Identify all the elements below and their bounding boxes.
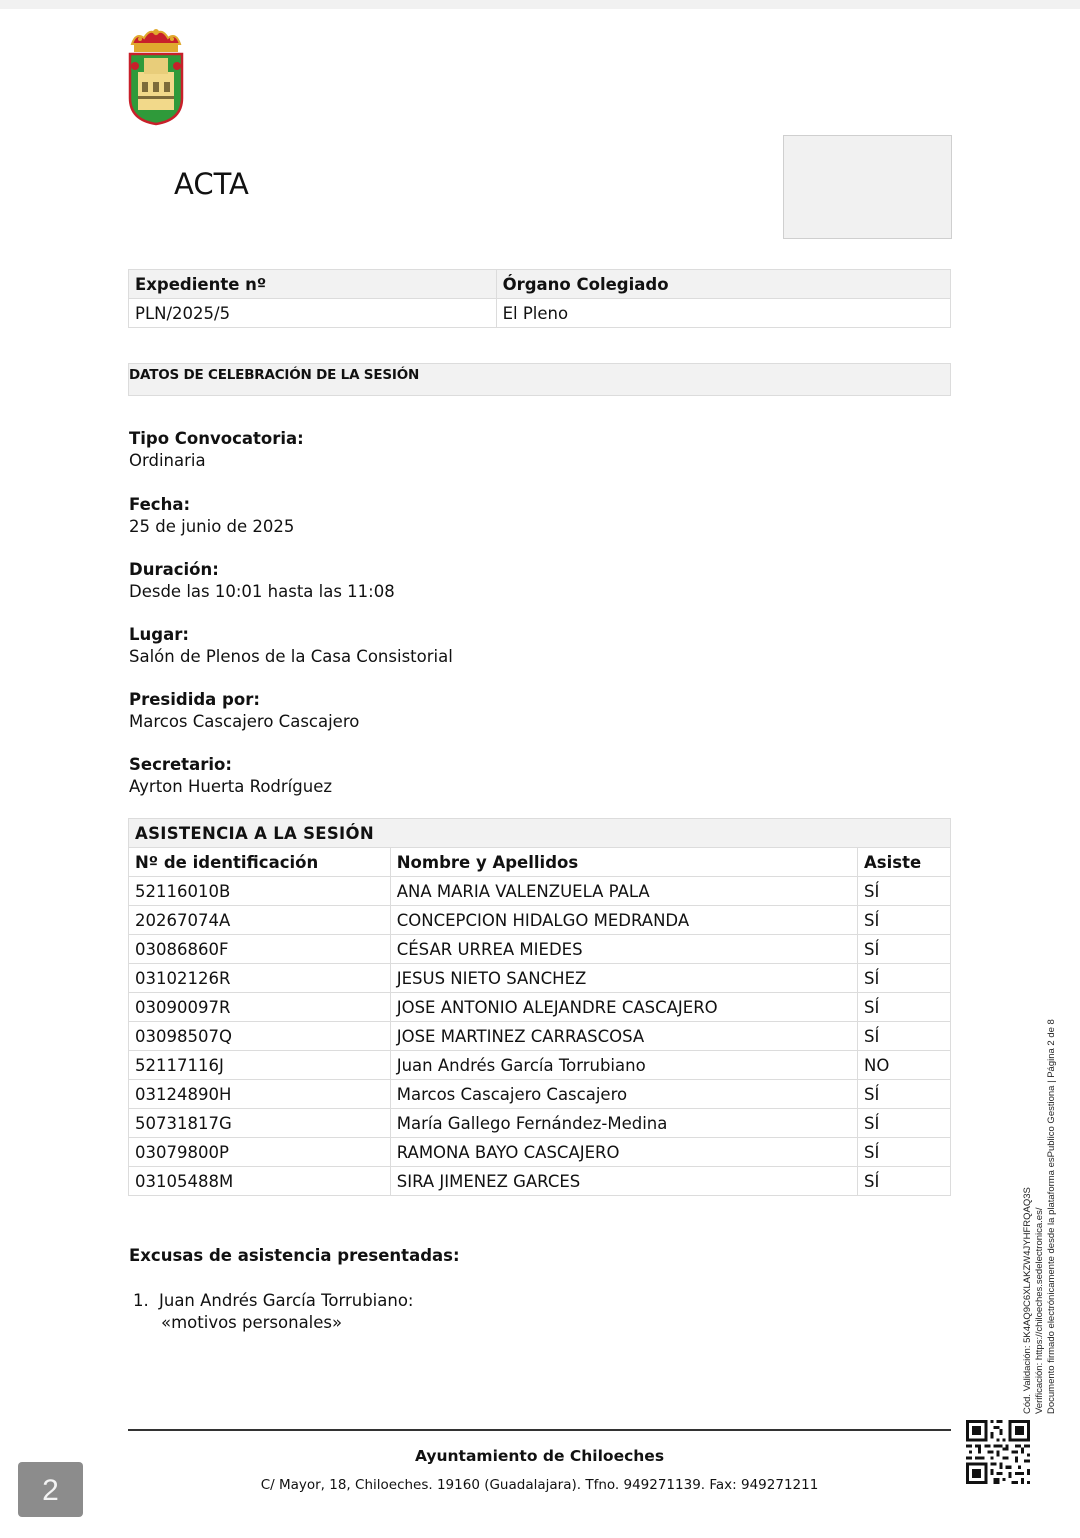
table-row — [129, 1080, 951, 1109]
id-cell: 03079800P — [129, 1138, 391, 1167]
field-value: Salón de Plenos de la Casa Consistorial — [129, 647, 453, 666]
table-row — [129, 964, 951, 993]
name-cell: CONCEPCION HIDALGO MEDRANDA — [390, 906, 857, 935]
table-row — [129, 935, 951, 964]
table-header-row — [129, 848, 951, 877]
name-cell: JOSE MARTINEZ CARRASCOSA — [390, 1022, 857, 1051]
name-cell: JOSE ANTONIO ALEJANDRE CASCAJERO — [390, 993, 857, 1022]
table-header-row — [129, 270, 951, 299]
name-cell: JESUS NIETO SANCHEZ — [390, 964, 857, 993]
id-column-header: Nº de identificación — [129, 848, 391, 877]
list-item — [133, 1290, 414, 1334]
attends-cell: SÍ — [858, 906, 951, 935]
field-label: Duración: — [129, 560, 219, 579]
id-cell: 03105488M — [129, 1167, 391, 1196]
table-row — [129, 1138, 951, 1167]
table-caption-row — [129, 819, 951, 848]
field-value: Desde las 10:01 hasta las 11:08 — [129, 582, 395, 601]
table-row — [129, 299, 951, 328]
attendance-rows — [129, 877, 951, 1196]
table-row — [129, 1022, 951, 1051]
document-title: ACTA — [174, 167, 249, 201]
field-label: Secretario: — [129, 755, 232, 774]
table-row — [129, 1109, 951, 1138]
validation-side-text — [1022, 944, 1058, 1414]
id-cell: 50731817G — [129, 1109, 391, 1138]
field-lugar — [129, 624, 453, 668]
field-duracion — [129, 559, 395, 603]
section-title: DATOS DE CELEBRACIÓN DE LA SESIÓN — [129, 367, 420, 383]
field-label: Presidida por: — [129, 690, 260, 709]
attends-cell: SÍ — [858, 1138, 951, 1167]
field-value: Marcos Cascajero Cascajero — [129, 712, 360, 731]
field-tipo-convocatoria — [129, 428, 304, 472]
table-row — [129, 993, 951, 1022]
field-value: Ordinaria — [129, 451, 206, 470]
field-value: 25 de junio de 2025 — [129, 517, 295, 536]
name-cell: Juan Andrés García Torrubiano — [390, 1051, 857, 1080]
field-secretario — [129, 754, 332, 798]
name-cell: SIRA JIMENEZ GARCES — [390, 1167, 857, 1196]
id-cell: 20267074A — [129, 906, 391, 935]
qr-code-icon — [966, 1420, 1030, 1484]
name-cell: Marcos Cascajero Cascajero — [390, 1080, 857, 1109]
verification-url: Verificación: https://chiloeches.sedelectronica.es/ — [1034, 1207, 1045, 1414]
top-strip — [0, 0, 1080, 9]
id-cell: 03086860F — [129, 935, 391, 964]
table-row — [129, 1051, 951, 1080]
id-cell: 03090097R — [129, 993, 391, 1022]
id-cell: 52117116J — [129, 1051, 391, 1080]
excuse-reason: «motivos personales» — [161, 1313, 343, 1332]
list-item-number: 1. — [133, 1291, 149, 1310]
table-row — [129, 906, 951, 935]
expediente-header: Expediente nº — [129, 270, 497, 299]
attends-cell: SÍ — [858, 877, 951, 906]
field-fecha — [129, 494, 294, 538]
name-cell: ANA MARIA VALENZUELA PALA — [390, 877, 857, 906]
attends-cell: SÍ — [858, 1109, 951, 1138]
field-value: Ayrton Huerta Rodríguez — [129, 777, 333, 796]
excuses-title: Excusas de asistencia presentadas: — [129, 1246, 460, 1265]
section-header — [128, 363, 951, 396]
attendance-table — [128, 818, 951, 1196]
table-row — [129, 1167, 951, 1196]
registry-stamp-box — [783, 135, 952, 239]
field-label: Tipo Convocatoria: — [129, 429, 304, 448]
organo-header: Órgano Colegiado — [496, 270, 950, 299]
organo-value: El Pleno — [496, 299, 950, 328]
name-cell: RAMONA BAYO CASCAJERO — [390, 1138, 857, 1167]
name-cell: CÉSAR URREA MIEDES — [390, 935, 857, 964]
id-cell: 03124890H — [129, 1080, 391, 1109]
attendance-caption: ASISTENCIA A LA SESIÓN — [129, 819, 951, 848]
field-label: Lugar: — [129, 625, 189, 644]
name-column-header: Nombre y Apellidos — [390, 848, 857, 877]
page-number-badge[interactable]: 2 — [18, 1462, 83, 1517]
attends-cell: SÍ — [858, 993, 951, 1022]
validation-code: Cód. Validación: 5K4AQ9C6XLAKZW4JYHFRQAQ3S — [1022, 1187, 1033, 1414]
attends-cell: SÍ — [858, 935, 951, 964]
footer-divider — [128, 1429, 951, 1431]
attends-cell: NO — [858, 1051, 951, 1080]
name-cell: María Gallego Fernández-Medina — [390, 1109, 857, 1138]
signature-note: Documento firmado electrónicamente desde la plataforma esPublico Gestiona | Página 2 de 8 — [1046, 1019, 1057, 1414]
attends-cell: SÍ — [858, 1022, 951, 1051]
field-label: Fecha: — [129, 495, 191, 514]
attends-cell: SÍ — [858, 964, 951, 993]
excuse-name: Juan Andrés García Torrubiano: — [159, 1291, 414, 1310]
expediente-table — [128, 269, 951, 328]
expediente-value: PLN/2025/5 — [129, 299, 497, 328]
attends-column-header: Asiste — [858, 848, 951, 877]
table-row — [129, 877, 951, 906]
attends-cell: SÍ — [858, 1080, 951, 1109]
attends-cell: SÍ — [858, 1167, 951, 1196]
footer-organization: Ayuntamiento de Chiloeches — [414, 1447, 665, 1465]
municipal-crest-logo — [126, 28, 186, 126]
field-presidida-por — [129, 689, 359, 733]
id-cell: 52116010B — [129, 877, 391, 906]
footer-address: C/ Mayor, 18, Chiloeches. 19160 (Guadalajara). Tfno. 949271139. Fax: 949271211 — [260, 1477, 819, 1493]
id-cell: 03102126R — [129, 964, 391, 993]
id-cell: 03098507Q — [129, 1022, 391, 1051]
